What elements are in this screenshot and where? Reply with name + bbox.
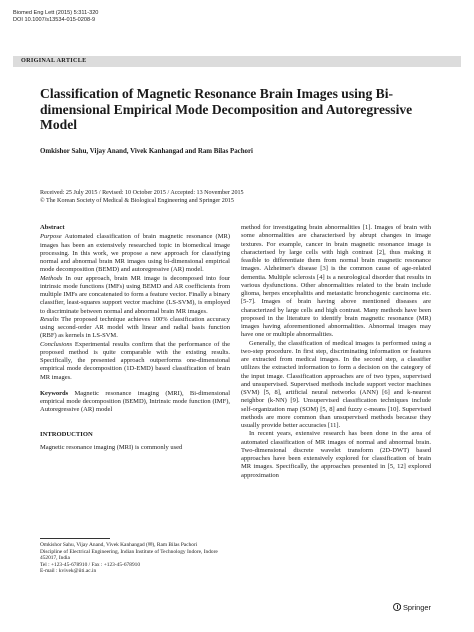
author-footnote [40,542,230,575]
intro-paragraph-1: method for investigating brain abnormalities [1]. Images of brain with some abnormalities are characterised by abrupt changes in image textures. For example, cancer in brain magnetic resonance image is characterised by large cells with high contrast [2], thus making it feasible to differentiate them from normal brain magnetic resonance images. Alzheimer's disease [3] is the common cause of age-related dementia. Multiple sclerosis [4] is a neurological disorder that results in various dysfunctions. Other abnormalities related to the brain include glioma, herpes encephalitis and metastatic bronchogenic carcinoma etc. [5-7]. Images of brain having above mentioned diseases are characterized by large cells and high contrast. Many methods have been proposed in the literature to identify brain magnetic resonance (MR) images having aforementioned abnormalities. Abnormal images may have one or multiple abnormalities. [241,224,431,339]
footnote-affiliation: Discipline of Electrical Engineering, Indian Institute of Technology Indore, Indore 452017, India [40,548,218,562]
footnote-email: E-mail : kvivek@iiti.ac.in [40,568,97,575]
author-list: Omkishor Sahu, Vijay Anand, Vivek Kanhangad and Ram Bilas Pachori [40,148,253,155]
abstract-heading: Abstract [40,224,65,231]
date-history: Received: 25 July 2015 / Revised: 10 October 2015 / Accepted: 13 November 2015 [40,190,244,196]
intro-paragraph-2: Generally, the classification of medical images is performed using a two-step procedure. In first step, discriminating information or features are extracted from medical images. In the second step, a classifier utilizes the extracted information to form a decision on the category of the input image. Classification approaches are of two types, supervised and unsupervised. Supervised methods include support vector machines (SVM) [5, 8], artificial neural networks (ANN) [6] and k-nearest neighbor (k-NN) [9]. Unsupervised classification techniques include self-organization map (SOM) [5, 8] and fuzzy c-means [10]. Supervised methods are more common than unsupervised methods because they usually provide better accuracies [11]. [241,339,431,429]
article-type-ribbon [13,56,461,67]
conclusions-label: Conclusions [40,340,73,348]
abstract-results [40,316,230,341]
abstract-methods [40,275,230,316]
methods-label: Methods [40,274,63,282]
results-text: The proposed technique achieves 100% classification accuracy using second-order AR model with linear and radial basis function (RBF) as kernels in LS-SVM. [40,315,230,340]
introduction-heading: INTRODUCTION [40,430,93,438]
publisher-logo [393,603,431,612]
purpose-text: Automated classification of brain magnetic resonance (MR) images has been an extensively researched topic in biomedical image processing. In this work, we propose a new approach for classifying normal and abnormal brain MR images using bi-dimensional empirical mode decomposition (BEMD) and autoregressive (AR) model. [40,233,230,274]
footnote-rule [40,538,110,539]
keywords-text: Magnetic resonance imaging (MRI), Bi-dimensional empirical mode decomposition (BEMD), Intrinsic mode function (IMF), Autoregressive (AR) model [40,389,230,414]
intro-paragraph-3: In recent years, extensive research has been done in the area of automated classification of MR images of normal and abnormal brain. Two-dimensional discrete wavelet transform (2D-DWT) based approaches have been extensively explored for classification of brain MR images. Specifically, the approaches presented in [5, 12] explored approximation [241,430,431,479]
conclusions-text: Experimental results confirm that the performance of the proposed method is quite comparable with the existing results. Specifically, the presented approach outperforms one-dimensional empirical mode decomposition (1D-EMD) based classification of brain MR images. [40,340,231,381]
introduction-opening: Magnetic resonance imaging (MRI) is commonly used [40,443,183,451]
journal-doi: DOI 10.1007/s13534-015-0208-9 [13,17,96,24]
right-column [241,224,431,480]
springer-horse-icon [393,603,401,611]
copyright-line: © The Korean Society of Medical & Biological Engineering and Springer 2015 [40,198,234,205]
abstract-conclusions [40,341,230,382]
methods-text: In our approach, brain MR image is decomposed into four intrinsic mode functions (IMFs) using BEMD and AR coefficients from multiple IMFs are concatenated to form a feature vector. Finally a binary classifier, least-squares support vector machine (LS-SVM), is employed to discriminate between normal and abnormal brain MR images. [40,274,231,315]
left-column [40,224,230,452]
footnote-phone: Tel : +123-45-678910 / Fax : +123-45-678910 [40,561,141,568]
keywords [40,390,230,415]
publisher-name: Springer [403,603,431,612]
purpose-label: Purpose [40,233,62,241]
article-type: ORIGINAL ARTICLE [21,57,87,64]
journal-citation: Biomed Eng Lett (2015) 5:311-320 [13,10,99,16]
publication-dates [40,189,244,205]
footnote-authors: Omkishor Sahu, Vijay Anand, Vivek Kanhangad (✉), Ram Bilas Pachori [40,542,198,548]
journal-header [13,10,98,25]
paper-title: Classification of Magnetic Resonance Brain Images using Bi-dimensional Empirical Mode Decomposition and Autoregressive Model [40,86,413,132]
abstract-purpose [40,233,230,274]
keywords-label: Keywords [40,389,69,397]
results-label: Results [40,315,59,323]
